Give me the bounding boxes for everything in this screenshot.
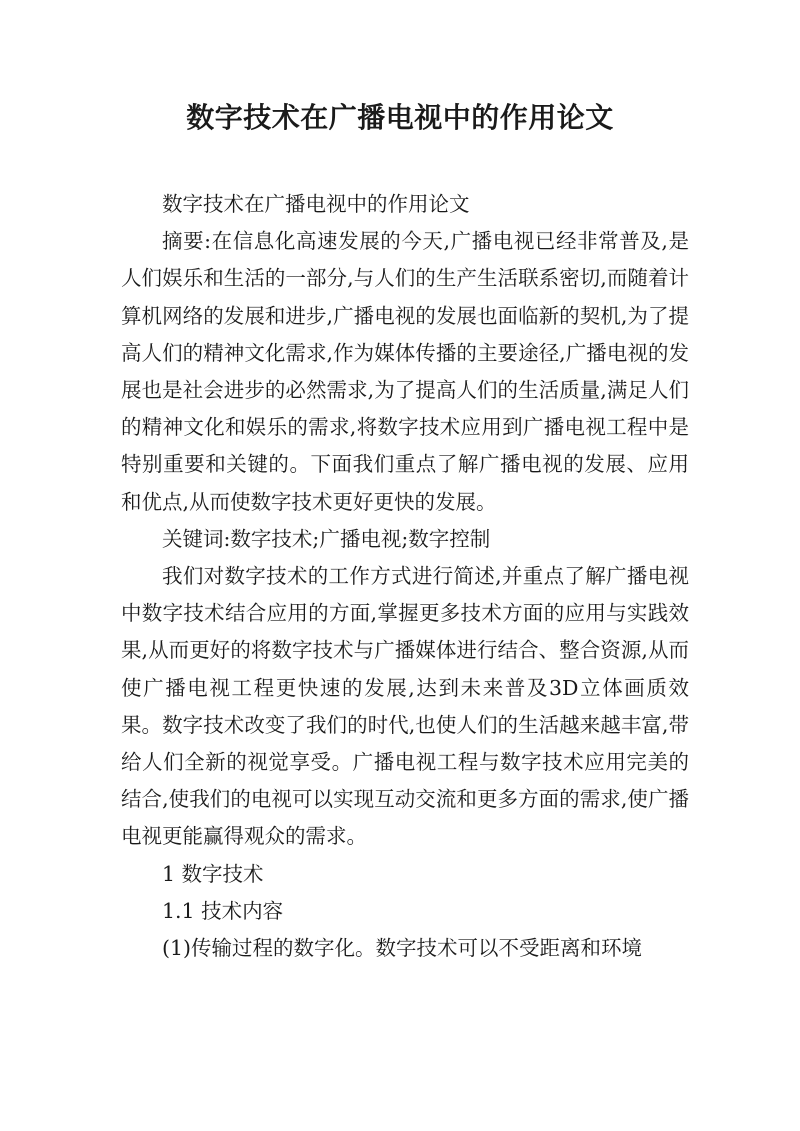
keywords-paragraph: 关键词:数字技术;广播电视;数字控制: [162, 526, 491, 551]
section-heading: 1 数字技术: [162, 861, 264, 886]
subsection-heading: 1.1 技术内容: [162, 898, 284, 923]
intro-paragraph: 我们对数字技术的工作方式进行简述,并重点了解广播电视中数字技术结合应用的方面,掌握更多技术方面的应用与实践效果,从而更好的将数字技术与广播媒体进行结合、整合资源,从而使广播电视工程更快速的发展,达到未来普及3D立体画质效果。数字技术改变了我们的时代,也使人们的生活越来越丰富,带给人们全新的视觉享受。广播电视工程与数字技术应用完美的结合,使我们的电视可以实现互动交流和更多方面的需求,使广播电视更能赢得观众的需求。: [121, 564, 689, 849]
subtitle-paragraph: 数字技术在广播电视中的作用论文: [162, 192, 470, 216]
document-title: 数字技术在广播电视中的作用论文: [186, 101, 614, 134]
body-paragraph: (1)传输过程的数字化。数字技术可以不受距离和环境: [162, 936, 643, 961]
document-body: [121, 186, 689, 967]
abstract-paragraph: 摘要:在信息化高速发展的今天,广播电视已经非常普及,是人们娱乐和生活的一部分,与人们的生产生活联系密切,而随着计算机网络的发展和进步,广播电视的发展也面临新的契机,为了提高人们的精神文化需求,作为媒体传播的主要途径,广播电视的发展也是社会进步的必然需求,为了提高人们的生活质量,满足人们的精神文化和娱乐的需求,将数字技术应用到广播电视工程中是特别重要和关键的。下面我们重点了解广播电视的发展、应用和优点,从而使数字技术更好更快的发展。: [121, 229, 689, 514]
